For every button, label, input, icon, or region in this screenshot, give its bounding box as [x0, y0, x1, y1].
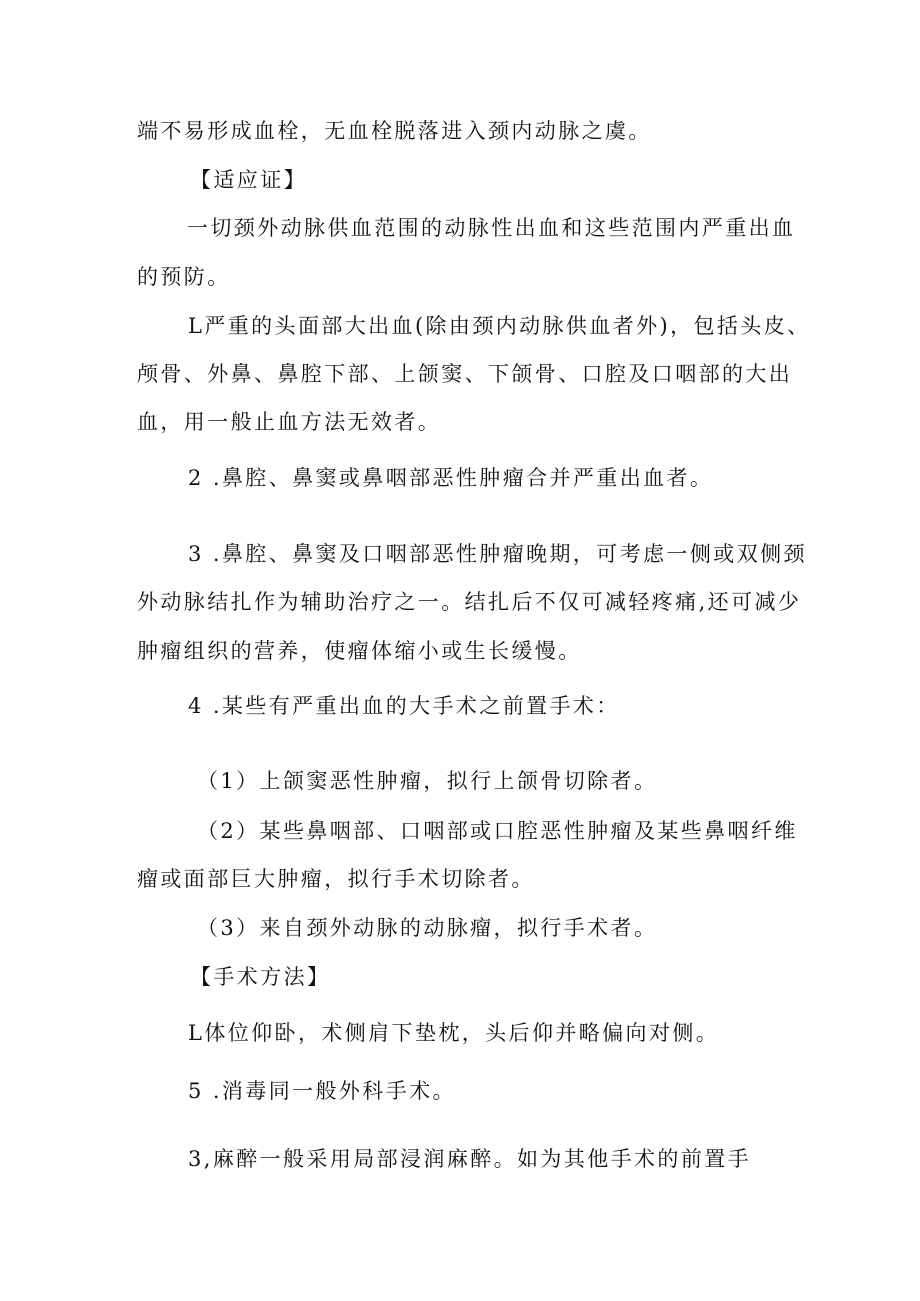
list-item-3-anesthesia: 3,麻醉一般采用局部浸润麻醉。如为其他手术的前置手: [188, 1147, 752, 1171]
text-line-18: L体位仰卧，术侧肩下垫枕，头后仰并略偏向对侧。: [188, 1021, 720, 1045]
list-item-2: 2 .鼻腔、鼻窦或鼻咽部恶性肿瘤合并严重出血者。: [188, 466, 714, 490]
text-line-6: 颅骨、外鼻、鼻腔下部、上颌窦、下颌骨、口腔及口咽部的大出: [137, 362, 793, 386]
text-line-11: 肿瘤组织的营养，使瘤体缩小或生长缓慢。: [137, 639, 582, 663]
list-item-5: 5 .消毒同一般外科手术。: [188, 1079, 456, 1103]
text-line-10: 外动脉结扎作为辅助治疗之一。结扎后不仅可减轻疼痛,还可减少: [137, 590, 802, 614]
text-line-1: 端不易形成血栓，无血栓脱落进入颈内动脉之虞。: [137, 119, 652, 143]
text-line-5: L严重的头面部大出血(除由颈内动脉供血者外)，包括头皮、: [188, 314, 811, 338]
sub-item-1: （1）上颌窦恶性肿瘤，拟行上颌骨切除者。: [197, 769, 658, 793]
section-heading-indications: 【适应证】: [190, 168, 307, 192]
sub-item-2: （2）某些鼻咽部、口咽部或口腔恶性肿瘤及某些鼻咽纤维: [197, 819, 798, 843]
text-line-4: 的预防。: [137, 265, 231, 289]
list-item-4: 4 .某些有严重出血的大手术之前置手术：: [188, 694, 620, 718]
sub-item-3: （3）来自颈外动脉的动脉瘤，拟行手术者。: [197, 916, 658, 940]
section-heading-method: 【手术方法】: [190, 965, 331, 989]
text-line-7: 血，用一般止血方法无效者。: [137, 410, 442, 434]
text-line-15: 瘤或面部巨大肿瘤，拟行手术切除者。: [137, 867, 535, 891]
list-item-3: 3 .鼻腔、鼻窦及口咽部恶性肿瘤晚期，可考虑一侧或双侧颈: [188, 542, 807, 566]
text-line-3: 一切颈外动脉供血范围的动脉性出血和这些范围内严重出血: [187, 216, 796, 240]
